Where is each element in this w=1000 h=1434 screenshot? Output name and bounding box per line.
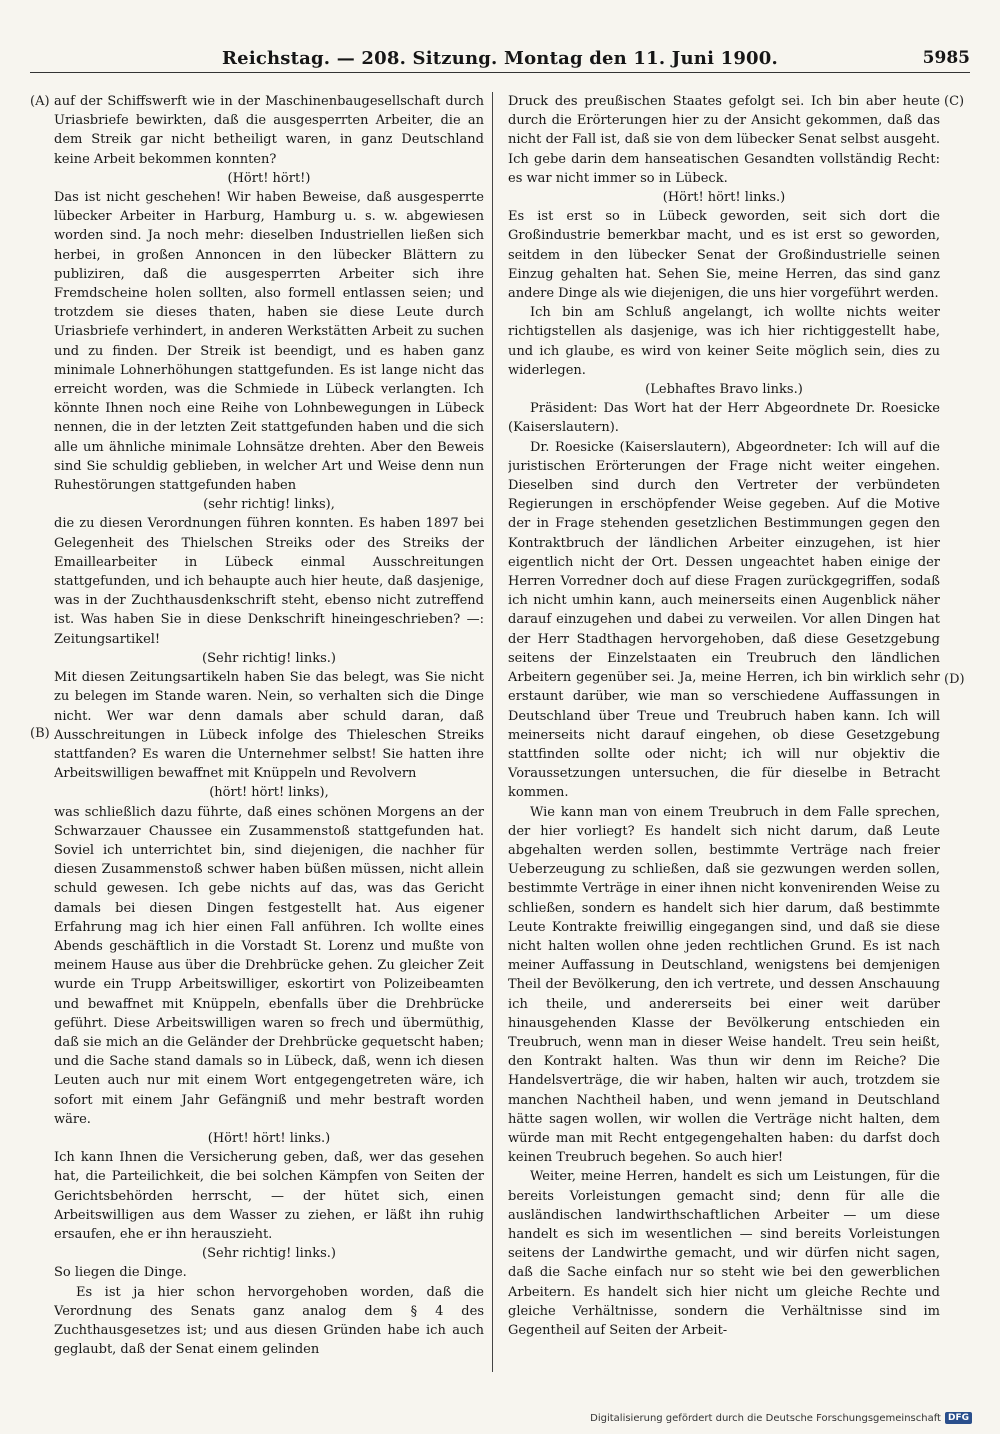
paragraph: Weiter, meine Herren, handelt es sich um Leistungen, für die bereits Vorleistungen gemacht sind; denn für alle die ausländischen landwirthschaftlichen Arbeiter — um diese handelt es sich im wesentlichen — sind bereits Vorleistungen seitens der Landwirthe gemacht, und wir dürfen nicht sagen, daß die Sache einfach nur so steht wie bei den gewerblichen Arbeitern. Es handelt sich hier nicht um gleiche Rechte und gleiche Verhältnisse, sondern die Verhältnisse sind im Gegentheil auf Seiten der Arbeit- bbox=[508, 1169, 940, 1338]
interjection: (Sehr richtig! links.) bbox=[202, 1246, 336, 1262]
paragraph: was schließlich dazu führte, daß eines schönen Morgens an der Schwarzauer Chaussee ein Zusammenstoß stattgefunden hat. Soviel ich unterrichtet bin, sind diejenigen, die nachher für diesen Zusammenstoß schwer haben büßen müssen, nicht allein schuld gewesen. Ich gebe nichts auf das, was das Gericht damals bei diesen Dingen festgestellt hat. Aus eigener Erfahrung mag ich hier einen Fall anführen. Ich wollte eines Abends geschäftlich in die Vorstadt St. Lorenz und mußte von meinem Hause aus über die Drehbrücke gehen. Zu gleicher Zeit wurde ein Trupp Arbeitswilliger, eskortirt von Polizeibeamten und bewaffnet mit Knüppeln, ebenfalls über die Drehbrücke geführt. Diese Arbeitswilligen waren so frech und übermüthig, daß sie mich an die Geländer der Drehbrücke gequetscht haben; und die Sache stand damals so in Lübeck, daß, wenn ich diesen Leuten auch nur mit einem Wort entgegengetreten wäre, ich sofort mit einem Jahr Gefängniß und mehr bestraft worden wäre. bbox=[54, 804, 484, 1127]
interjection: (Lebhaftes Bravo links.) bbox=[645, 382, 803, 398]
paragraph: Ich bin am Schluß angelangt, ich wollte nichts weiter richtigstellen als dasjenige, was ich hier richtiggestellt habe, und ich glaube, es wird von keiner Seite möglich sein, dies zu widerlegen. bbox=[508, 305, 940, 378]
column-divider bbox=[492, 92, 493, 1372]
paragraph: Wie kann man von einem Treubruch in dem Falle sprechen, der hier vorliegt? Es handelt sich nicht darum, daß Leute abgehalten werden sollen, bestimmte Verträge nach freier Ueberzeugung zu schließen, daß sie gezwungen werden sollen, bestimmte Verträge in einer ihnen nicht konvenirenden Weise zu schließen, sondern es handelt sich hier darum, daß bestimmte Leute Kontrakte freiwillig eingegangen sind, und daß sie diese nicht halten wollen ohne jeden rechtlichen Grund. Es ist nach meiner Auffassung in Deutschland, wenigstens bei demjenigen Theil der Bevölkerung, den ich vertrete, und dessen Anschauung ich theile, und andererseits bei einer weit darüber hinausgehenden Klasse der Bevölkerung entschieden ein Treubruch, wenn man in dieser Weise handelt. Treu sein heißt, den Kontrakt halten. Was thun wir denn im Reiche? Die Handelsverträge, die wir haben, halten wir auch, trotzdem sie manchen Nachtheil haben, und wenn jemand in Deutschland hätte sagen wollen, wir wollen die Verträge nicht halten, dem würde man mit Recht entgegengehalten haben: du darfst doch keinen Treubruch begehen. So auch hier! bbox=[508, 804, 940, 1166]
credit-text: Digitalisierung gefördert durch die Deutsche Forschungsgemeinschaft bbox=[590, 1412, 941, 1424]
margin-mark-d: (D) bbox=[944, 672, 965, 687]
speaker-roesicke: Dr. Roesicke (Kaiserslautern), Abgeordneter: Ich will auf die juristischen Erörterungen der Frage nicht weiter eingehen. Dieselben sind durch den Vertreter der verbündeten Regierungen in erschöpfender Weise gegeben. Auf die Motive der in Frage stehenden gesetzlichen Bestimmungen gegen den Kontraktbruch der ländlichen Arbeiter einzugehen, ist hier eigentlich nicht der Ort. Dessen ungeachtet haben einige der Herren Vorredner doch auf diese Fragen zurückgegriffen, sodaß ich nicht umhin kann, auch meinerseits einen Augenblick näher darauf einzugehen und dabei zu verweilen. Vor allen Dingen hat der Herr Stadthagen hervorgehoben, daß diese Gesetzgebung seitens der Einzelstaaten ein Treubruch den ländlichen Arbeitern gegenüber sei. Ja, meine Herren, ich bin wirklich sehr erstaunt darüber, wie man so verschiedene Auffassungen in Deutschland über Treue und Treubruch haben kann. Ich will meinerseits nicht darauf eingehen, ob diese Gesetzgebung stattfinden sollte oder nicht; ich will nur objektiv die Voraussetzungen untersuchen, die für dieselbe in Betracht kommen. bbox=[508, 439, 940, 801]
paragraph: Ich kann Ihnen die Versicherung geben, daß, wer das gesehen hat, die Parteilichkeit, die bei solchen Kämpfen von Seiten der Gerichtsbehörden herrscht, — der hütet sich, einen Arbeitswilligen aus dem Wasser zu ziehen, er läßt ihn ruhig ersaufen, ehe er ihn herauszieht. bbox=[54, 1150, 484, 1242]
paragraph: Es ist ja hier schon hervorgehoben worden, daß die Verordnung des Senats ganz analog dem § 4 des Zuchthausgesetzes ist; und aus diesen Gründen habe ich auch geglaubt, daß der Senat einem gelinden bbox=[54, 1284, 484, 1358]
right-column bbox=[508, 92, 940, 1392]
running-head: Reichstag. — 208. Sitzung. Montag den 11. Juni 1900. bbox=[222, 48, 778, 69]
paragraph: auf der Schiffswerft wie in der Maschinenbaugesellschaft durch Uriasbriefe bewirkten, daß die ausgesperrten Arbeiter, die an dem Streik gar nicht betheiligt waren, in ganz Deutschland keine Arbeit bekommen konnten? bbox=[54, 94, 484, 167]
interjection: (Sehr richtig! links.) bbox=[202, 650, 336, 666]
dfg-logo: DFG bbox=[945, 1412, 972, 1424]
paragraph: Das ist nicht geschehen! Wir haben Beweise, daß ausgesperrte lübecker Arbeiter in Harburg, Hamburg u. s. w. abgewiesen worden sind. Ja noch mehr: dieselben Industriellen ließen sich herbei, in großen Annoncen in den lübecker Blättern zu publiziren, daß die ausgesperrten Arbeiter sich ihre Fremdscheine holen sollten, also formell entlassen seien; und trotzdem sie dieses thaten, haben sie diese Leute durch Uriasbriefe verhindert, in anderen Werkstätten Arbeit zu suchen und zu finden. Der Streik ist beendigt, und es haben ganz minimale Lohnerhöhungen stattgefunden. Es ist lange nicht das erreicht worden, was die Schmiede in Lübeck verlangten. Ich könnte Ihnen noch eine Reihe von Lohnbewegungen in Lübeck nennen, die in der letzten Zeit stattgefunden haben und die sich alle um ähnliche minimale Lohnsätze drehten. Aber den Beweis sind Sie schuldig geblieben, in welcher Art und Weise denn nun Ruhestörungen stattgefunden haben bbox=[54, 190, 484, 494]
speaker-president: Präsident: Das Wort hat der Herr Abgeordnete Dr. Roesicke (Kaiserslautern). bbox=[508, 401, 940, 436]
paragraph: Druck des preußischen Staates gefolgt sei. Ich bin aber heute durch die Erörterungen hier zu der Ansicht gekommen, daß das nicht der Fall ist, daß sie von dem lübecker Senat selbst ausgeht. Ich gebe darin dem hanseatischen Gesandten vollständig Recht: es war nicht immer so in Lübeck. bbox=[508, 94, 940, 186]
margin-mark-c: (C) bbox=[944, 94, 965, 109]
interjection: (Hört! hört! links.) bbox=[207, 1130, 331, 1146]
margin-mark-b: (B) bbox=[30, 726, 50, 741]
paragraph: die zu diesen Verordnungen führen konnten. Es haben 1897 bei Gelegenheit des Thielschen Streiks oder des Streiks der Emaillearbeiter in Lübeck einmal Ausschreitungen stattgefunden, und ich behaupte auch hier heute, daß dasjenige, was in der Zuchthausdenkschrift steht, ebenso nicht zutreffend ist. Was haben Sie in diese Denkschrift hineingeschrieben? —: Zeitungsartikel! bbox=[54, 516, 484, 647]
paragraph: Mit diesen Zeitungsartikeln haben Sie das belegt, was Sie nicht zu belegen im Stande waren. Nein, so verhalten sich die Dinge nicht. Wer war denn damals aber schuld daran, daß Ausschreitungen in Lübeck infolge des Thieleschen Streiks stattfanden? Es waren die Unternehmer selbst! Sie hatten ihre Arbeitswilligen bewaffnet mit Knüppeln und Revolvern bbox=[54, 670, 484, 782]
page-number: 5985 bbox=[922, 48, 970, 68]
left-column bbox=[54, 92, 484, 1392]
interjection: (Hört! hört! links.) bbox=[662, 190, 786, 206]
margin-mark-a: (A) bbox=[30, 94, 50, 109]
page-header bbox=[30, 48, 970, 73]
interjection: (hört! hört! links), bbox=[209, 785, 329, 801]
paragraph: Es ist erst so in Lübeck geworden, seit sich dort die Großindustrie bemerkbar macht, und es ist erst so geworden, seitdem in den lübecker Senat der Großindustrielle seinen Einzug gehalten hat. Sehen Sie, meine Herren, das sind ganz andere Dinge als wie diejenigen, die uns hier vorgeführt werden. bbox=[508, 209, 940, 302]
interjection: (sehr richtig! links), bbox=[203, 497, 335, 513]
footer-credit bbox=[590, 1412, 972, 1424]
paragraph: So liegen die Dinge. bbox=[54, 1265, 187, 1281]
interjection: (Hört! hört!) bbox=[227, 170, 311, 186]
